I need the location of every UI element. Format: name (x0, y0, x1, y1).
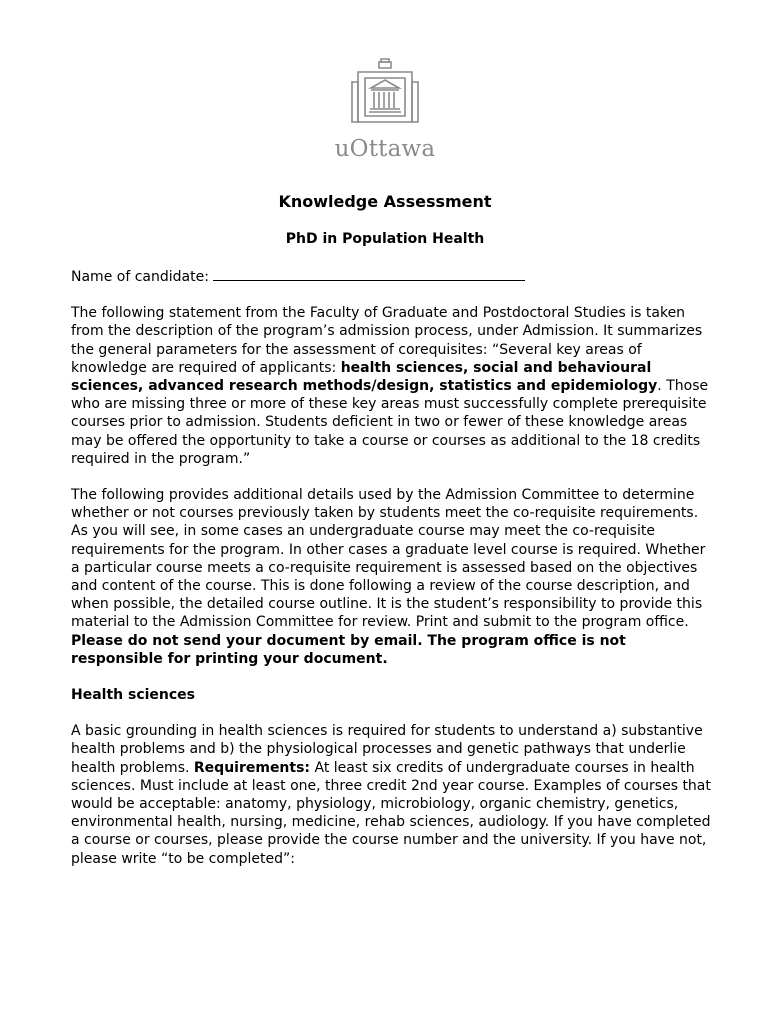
paragraph-health-sciences (71, 722, 711, 868)
candidate-name-label: Name of candidate: (71, 269, 209, 285)
paragraph-text: The following statement from the Faculty of Graduate and Postdoctoral Studies is taken from the description of the program’s admission process, under Admission. It summarizes the general parameters for the assessment of corequisites: “Several key areas of knowledge are required of applicants: (71, 305, 703, 376)
paragraph-committee-details (71, 486, 711, 668)
paragraph-text: . Those who are missing three or more of these key areas must successfully complete prerequisite courses prior to admission. Students deficient in two or fewer of these knowledge areas may be offered the opportunity to take a course or courses as additional to the 18 credits required in the program.” (71, 378, 709, 467)
paragraph-admission-statement (71, 304, 711, 468)
university-logo (0, 58, 770, 162)
section-heading: Health sciences (71, 687, 196, 704)
paragraph-bold-text: Please do not send your document by email. The program office is not responsible for printing your document. (71, 632, 626, 667)
document-title: Knowledge Assessment (278, 192, 492, 211)
paragraph-bold-text: health sciences, social and behavioural sciences, advanced research methods/design, statistics and epidemiology (71, 359, 658, 395)
building-icon (345, 58, 425, 136)
paragraph-text: At least six credits of undergraduate courses in health sciences. Must include at least one, three credit 2nd year course. Examples of courses that would be acceptable: anatomy, physiology, microbiology, organic chemistry, genetics, environmental health, nursing, medicine, rehab sciences, audiology. If you have completed a course or courses, please provide the course number and the university. If you have not, please write “to be completed”: (71, 759, 711, 867)
logo-wordmark: uOttawa (334, 136, 436, 162)
document-body (71, 266, 711, 868)
document-subtitle: PhD in Population Health (285, 231, 485, 247)
candidate-name-row (71, 266, 711, 286)
paragraph-text: A basic grounding in health sciences is required for students to understand a) substantive health problems and b) the physiological processes and genetic pathways that underlie health problems. (71, 723, 703, 776)
candidate-name-field[interactable] (213, 266, 525, 281)
paragraph-text: The following provides additional details used by the Admission Committee to determine whether or not courses previously taken by students meet the co-requisite requirements. As you will see, in some cases an undergraduate course may meet the co-requisite requirements for the program. In other cases a graduate level course is required. Whether a particular course meets a co-requisite requirement is assessed based on the objectives and content of the course. This is done following a review of the course description, and when possible, the detailed course outline. It is the student’s responsibility to provide this material to the Admission Committee for review. Print and submit to the program office. (71, 487, 706, 631)
paragraph-bold-text: Requirements: (193, 759, 311, 776)
